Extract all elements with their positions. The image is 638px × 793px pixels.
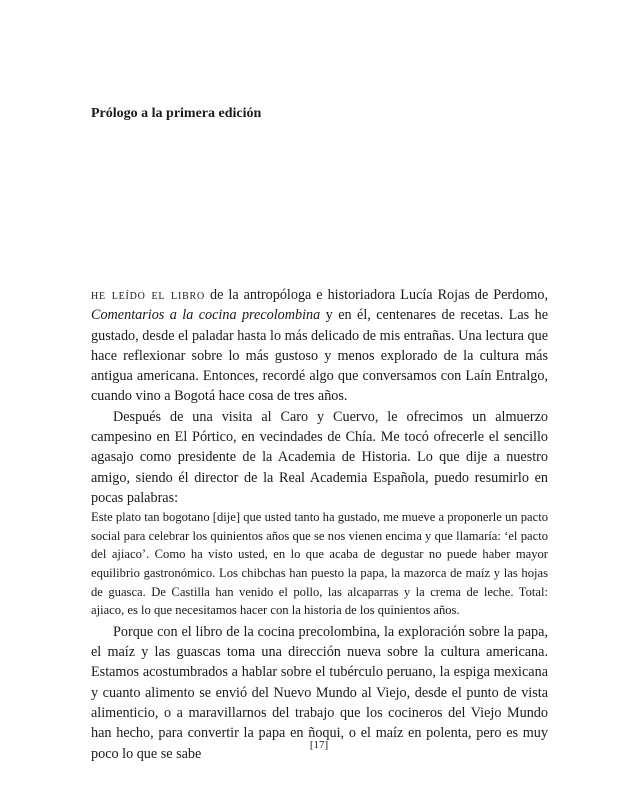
body-text	[91, 285, 548, 764]
page-number: [17]	[309, 739, 329, 751]
chapter-title: Prólogo a la primera edición	[91, 106, 262, 121]
paragraph-2: Después de una visita al Caro y Cuervo, le ofrecimos un almuerzo campesino en El Pórtico, en vecindades de Chía. Me tocó ofrecerle el sencillo agasajo como presidente de la Academia de Historia. Lo que dije a nuestro amigo, siendo él director de la Real Academia Española, puedo resumirlo en pocas palabras:	[91, 408, 548, 506]
opening-words: he leído el libro	[91, 287, 206, 303]
paragraph-1-text-a: de la antropóloga e historiadora Lucía Rojas de Perdomo,	[205, 287, 548, 303]
paragraph-1-text-b: y en él, centenares de recetas. Las he gustado, desde el paladar hasta lo más delicado de mis entrañas. Una lectura que hace reflexionar sobre lo más gustoso y menos explorado de la cultura más antigua americana. Entonces, recordé algo que conversamos con Laín Entralgo, cuando vino a Bogotá hace cosa de tres años.	[91, 307, 548, 405]
book-title: Comentarios a la cocina precolombina	[91, 307, 321, 324]
paragraph-3: Porque con el libro de la cocina precolombina, la exploración sobre la papa, el maíz y las guascas toma una dirección nueva sobre la cultura americana. Estamos acostumbrados a hablar sobre el tubérculo peruano, la espiga mexicana y cuanto alimento se envió del Nuevo Mundo al Viejo, desde el punto de vista alimenticio, o a maravillarnos del trabajo que los cocineros del Viejo Mundo han hecho, para convertir la papa en ñoqui, o el maíz en polenta, pero es muy poco lo que se sabe	[91, 623, 548, 762]
block-quote: Este plato tan bogotano [dije] que usted tanto ha gustado, me mueve a proponerle un pacto social para celebrar los quinientos años que se nos vienen encima y que llamaría: ‘el pacto del ajiaco’. Como ha visto usted, en lo que acaba de degustar no puede haber mayor equilibrio gastronómico. Los chibchas han puesto la papa, la mazorca de maíz y las hojas de guasca. De Castilla han venido el pollo, las alcaparras y la crema de leche. Total: ajiaco, es lo que necesitamos hacer con la historia de los quinientos años.	[91, 510, 548, 618]
paragraph-1	[91, 285, 548, 407]
